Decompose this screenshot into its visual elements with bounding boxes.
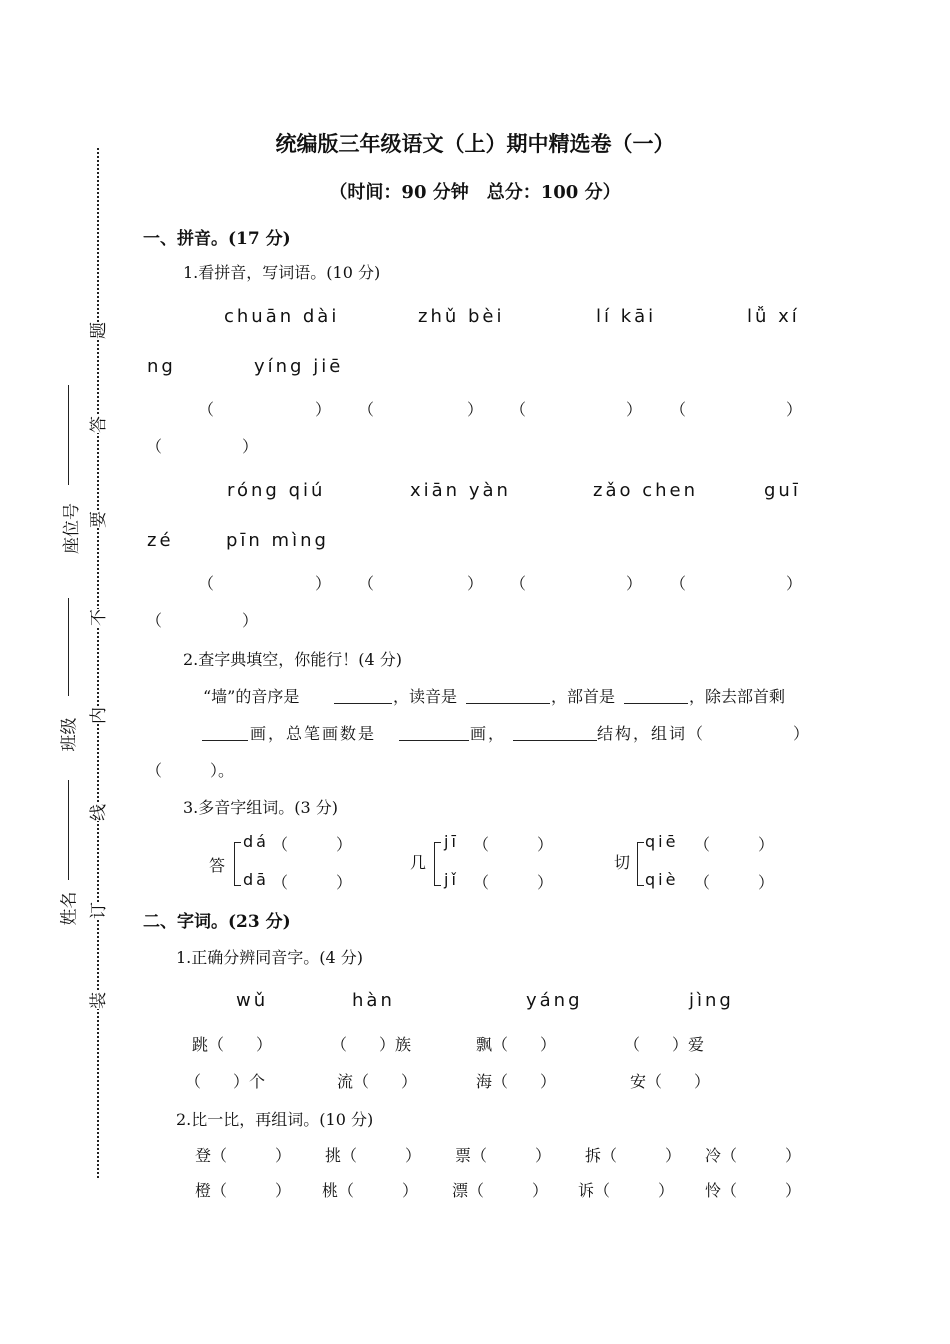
answer-box-open[interactable]: （ (358, 400, 375, 419)
polyphone-reading: dá (243, 832, 269, 851)
polyphone-brace (637, 842, 644, 886)
homophone-item[interactable]: 飘（ ） (476, 1035, 557, 1054)
pinyin-item: zhǔ bèi (418, 306, 505, 327)
answer-box-open[interactable]: （ (670, 400, 687, 419)
pinyin-item: ng (147, 356, 176, 377)
margin-char-da: 答 (84, 416, 109, 433)
pinyin-item: róng qiú (227, 480, 326, 501)
exam-title: 统编版三年级语文（上）期中精选卷（一） (275, 131, 675, 156)
dict-text: “墙”的音序是 (203, 687, 300, 706)
homophone-pinyin: yáng (526, 990, 583, 1011)
section1-heading: 一、拼音。(17 分) (143, 229, 291, 249)
answer-box-open[interactable]: （ (146, 611, 163, 630)
dict-text: 结构，组词（ (597, 724, 706, 743)
answer-box-close: ） (626, 574, 643, 593)
s1q2-label: 2.查字典填空，你能行！(4 分) (183, 650, 403, 669)
homophone-item[interactable]: （ ）爱 (624, 1035, 705, 1054)
pinyin-item: zǎo chen (593, 480, 698, 501)
compare-item[interactable]: 挑（ ） (325, 1146, 422, 1165)
section2-heading: 二、字词。(23 分) (143, 912, 291, 932)
blank-duyin[interactable] (466, 703, 550, 704)
dict-text: ） (793, 724, 810, 743)
answer-box-close: ） (315, 574, 332, 593)
dict-text: ，部首是 (551, 687, 616, 706)
pinyin-item: guī (764, 480, 801, 501)
compare-item[interactable]: 拆（ ） (585, 1146, 682, 1165)
name-line[interactable] (68, 780, 69, 880)
polyphone-answer[interactable]: （ ） (272, 873, 353, 892)
answer-box-close: ） (786, 574, 803, 593)
homophone-pinyin: wǔ (236, 990, 269, 1011)
answer-box-close: ） (467, 574, 484, 593)
pinyin-item: yíng jiē (254, 356, 344, 377)
dict-text: ，读音是 (393, 687, 458, 706)
dict-text: 画， (470, 724, 507, 743)
compare-item[interactable]: 橙（ ） (195, 1181, 292, 1200)
margin-char-zhuang: 装 (84, 992, 109, 1009)
s2q1-label: 1.正确分辨同音字。(4 分) (176, 948, 364, 967)
blank-bushou[interactable] (624, 703, 688, 704)
margin-char-yao: 要 (84, 511, 109, 528)
polyphone-reading: qiè (645, 870, 679, 889)
margin-char-bu: 不 (84, 609, 109, 626)
answer-box-close: ） (467, 400, 484, 419)
margin-char-ding: 订 (84, 902, 109, 919)
polyphone-char: 答 (209, 856, 226, 875)
answer-box-open[interactable]: （ (358, 574, 375, 593)
s1q1-label: 1.看拼音，写词语。(10 分) (183, 263, 381, 282)
answer-box-open[interactable]: （ (146, 437, 163, 456)
answer-box-open[interactable]: （ (510, 400, 527, 419)
margin-char-xian: 线 (84, 804, 109, 821)
polyphone-reading: dā (243, 870, 269, 889)
pinyin-item: chuān dài (224, 306, 340, 327)
answer-box-close: ） (626, 400, 643, 419)
compare-item[interactable]: 登（ ） (195, 1146, 292, 1165)
homophone-item[interactable]: 流（ ） (337, 1072, 418, 1091)
margin-char-nei: 内 (84, 707, 109, 724)
dict-text[interactable]: （ ）。 (146, 761, 235, 780)
polyphone-answer[interactable]: （ ） (694, 873, 775, 892)
blank-jiegou[interactable] (513, 740, 597, 741)
binding-dotted-line (97, 148, 99, 1178)
blank-zongbihua[interactable] (399, 740, 469, 741)
compare-item[interactable]: 冷（ ） (705, 1146, 802, 1165)
polyphone-reading: jī (444, 832, 459, 851)
pinyin-item: lǚ xí (747, 306, 800, 327)
answer-box-close: ） (315, 400, 332, 419)
name-label: 姓名 (59, 891, 80, 926)
pinyin-item: lí kāi (596, 306, 657, 327)
class-label: 班级 (59, 717, 80, 752)
compare-item[interactable]: 怜（ ） (705, 1181, 802, 1200)
answer-box-close: ） (242, 437, 259, 456)
polyphone-brace (434, 842, 441, 886)
answer-box-close: ） (242, 611, 259, 630)
compare-item[interactable]: 票（ ） (455, 1146, 552, 1165)
seat-number-label: 座位号 (62, 503, 82, 554)
homophone-pinyin: hàn (352, 990, 395, 1011)
compare-item[interactable]: 漂（ ） (452, 1181, 549, 1200)
s2q2-label: 2.比一比，再组词。(10 分) (176, 1110, 374, 1129)
polyphone-char: 切 (614, 853, 631, 872)
answer-box-open[interactable]: （ (198, 574, 215, 593)
seat-number-line[interactable] (68, 385, 69, 485)
answer-box-close: ） (786, 400, 803, 419)
dict-text: 画，总笔画数是 (250, 724, 377, 743)
homophone-item[interactable]: （ ）个 (185, 1072, 266, 1091)
exam-subtitle: （时间：90 分钟 总分：100 分） (329, 182, 621, 203)
homophone-item[interactable]: 安（ ） (630, 1072, 711, 1091)
polyphone-reading: jǐ (444, 870, 459, 889)
pinyin-item: zé (147, 530, 174, 551)
polyphone-answer[interactable]: （ ） (473, 835, 554, 854)
polyphone-brace (234, 842, 241, 886)
answer-box-open[interactable]: （ (198, 400, 215, 419)
polyphone-reading: qiē (645, 832, 679, 851)
blank-shenghua[interactable] (202, 740, 248, 741)
answer-box-open[interactable]: （ (510, 574, 527, 593)
compare-item[interactable]: 桃（ ） (322, 1181, 419, 1200)
polyphone-answer[interactable]: （ ） (694, 835, 775, 854)
polyphone-answer[interactable]: （ ） (473, 873, 554, 892)
s1q3-label: 3.多音字组词。(3 分) (183, 798, 339, 817)
margin-char-ti: 题 (84, 322, 109, 339)
homophone-item[interactable]: 跳（ ） (192, 1035, 273, 1054)
class-line[interactable] (68, 598, 69, 696)
pinyin-item: xiān yàn (410, 480, 511, 501)
compare-item[interactable]: 诉（ ） (578, 1181, 675, 1200)
blank-yinxu[interactable] (334, 703, 392, 704)
pinyin-item: pīn mìng (226, 530, 329, 551)
homophone-pinyin: jìng (689, 990, 734, 1011)
polyphone-char: 几 (410, 853, 427, 872)
polyphone-answer[interactable]: （ ） (272, 835, 353, 854)
answer-box-open[interactable]: （ (670, 574, 687, 593)
homophone-item[interactable]: （ ）族 (331, 1035, 412, 1054)
homophone-item[interactable]: 海（ ） (476, 1072, 557, 1091)
dict-text: ，除去部首剩 (689, 687, 786, 706)
